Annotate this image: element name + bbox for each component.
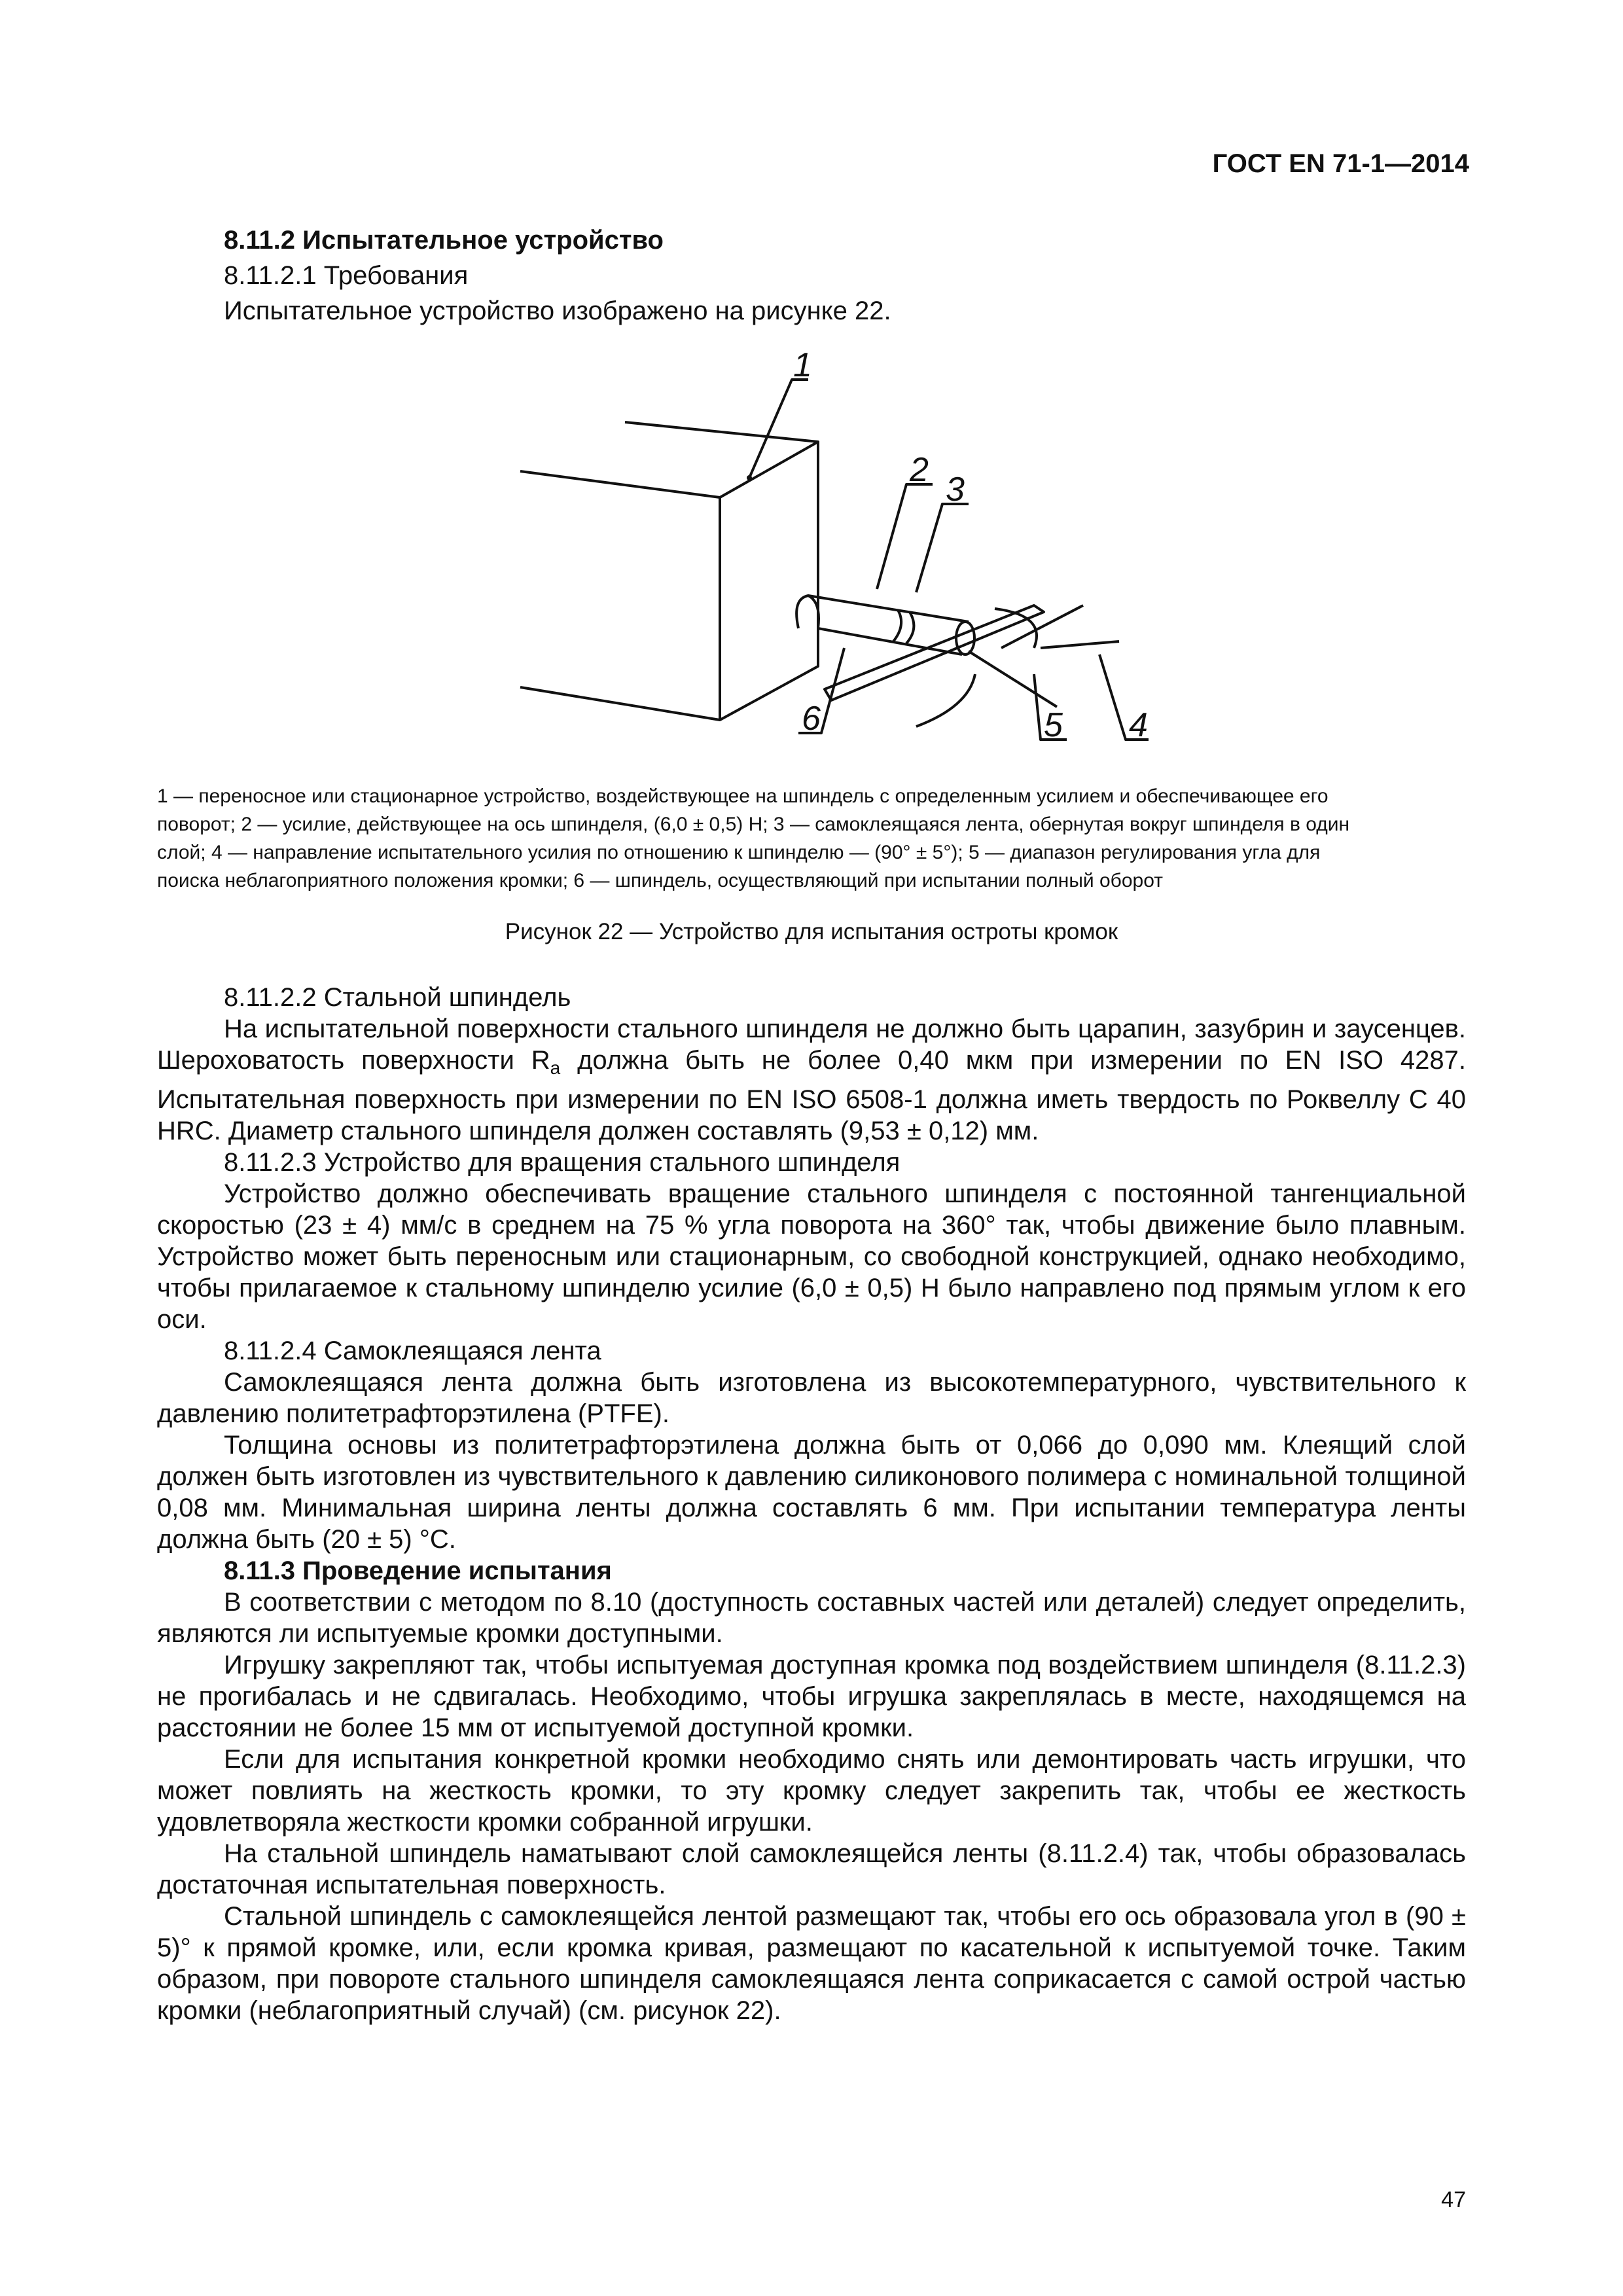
device-box	[520, 422, 818, 497]
paragraph-winding: На стальной шпиндель наматывают слой самоклеящейся ленты (8.11.2.4) так, чтобы образовалась достаточная испытательная поверхность.	[157, 1839, 1466, 1899]
paragraph-rotation-device: Устройство должно обеспечивать вращение стального шпинделя с постоянной тангенциальной скоростью (23 ± 4) мм/с в среднем на 75 % угла поворота на 360° так, чтобы движение было плавным. Устройство может быть переносным или стационарным, со свободной конструкцией, однако необходимо, чтобы прилагаемое к стальному шпинделю усилие (6,0 ± 0,5) Н было направлено под прямым углом к его оси.	[157, 1179, 1466, 1334]
subsection-8-11-2-3-heading: 8.11.2.3 Устройство для вращения стального шпинделя	[224, 1148, 901, 1177]
subsection-8-11-2-2-heading: 8.11.2.2 Стальной шпиндель	[224, 983, 571, 1012]
paragraph-tape: Самоклеящаяся лента должна быть изготовлена из высокотемпературного, чувствительного к давлению политетрафторэтилена (PTFE).	[157, 1368, 1466, 1428]
legend-line-4: поиска неблагоприятного положения кромки; 6 — шпиндель, осуществляющий при испытании полный оборот	[157, 870, 1163, 891]
page-number: 47	[1441, 2187, 1466, 2212]
legend-line-1: 1 — переносное или стационарное устройство, воздействующее на шпиндель с определенным усилием и обеспечивающее его	[157, 785, 1329, 807]
paragraph-disassembly: Если для испытания конкретной кромки необходимо снять или демонтировать часть игрушки, что может повлиять на жесткость кромки, то эту кромку следует закрепить так, чтобы ее жесткость удовлетворяла жесткости кромки собранной игрушки.	[157, 1745, 1466, 1837]
figure-label-5: 5	[1044, 706, 1063, 744]
paragraph-fixing: Игрушку закрепляют так, чтобы испытуемая доступная кромка под воздействием шпинделя (8.11.2.3) не прогибалась и не сдвигалась. Необходимо, чтобы игрушка закреплялась в месте, находящемся на расстоянии не более 15 мм от испытуемой доступной кромки.	[157, 1651, 1466, 1742]
paragraph-steel-spindle: На испытательной поверхности стального шпинделя не должно быть царапин, зазубрин и заусенцев. Шероховатость поверхности $R_a$ должна быть не более 0,40 мкм при измерении по EN ISO 4287. Испытательная поверхность при измерении по EN ISO 6508-1 должна иметь твердость по Роквеллу С 40 HRC. Диаметр стального шпинделя должен составлять (9,53 ± 0,12) мм.	[157, 1014, 1466, 1145]
figure-label-4: 4	[1129, 706, 1148, 744]
figure-legend	[157, 782, 1466, 895]
section-8-11-3-heading: 8.11.3 Проведение испытания	[224, 1556, 612, 1585]
paragraph-tape-thickness: Толщина основы из политетрафторэтилена должна быть от 0,066 до 0,090 мм. Клеящий слой должен быть изготовлен из чувствительного к давлению силиконового полимера с номинальной толщиной 0,08 мм. Минимальная ширина ленты должна составлять 6 мм. При испытании температура ленты должна быть (20 ± 5) °С.	[157, 1431, 1466, 1554]
figure-label-1: 1	[793, 346, 812, 384]
legend-line-3: слой; 4 — направление испытательного усилия по отношению к шпинделю — (90° ± 5°); 5 — диапазон регулирования угла для	[157, 842, 1321, 863]
figure-label-3: 3	[946, 471, 965, 509]
paragraph-placement: Стальной шпиндель с самоклеящейся лентой размещают так, чтобы его ось образовала угол в (90 ± 5)° к прямой кромке, или, если кромка кривая, размещают по касательной к испытуемой точке. Таким образом, при повороте стального шпинделя самоклеящаяся лента соприкасается с самой острой частью кромки (неблагоприятный случай) (см. рисунок 22).	[157, 1902, 1466, 2025]
paragraph-method: В соответствии с методом по 8.10 (доступность составных частей или деталей) следует определить, являются ли испытуемые кромки доступными.	[157, 1588, 1466, 1648]
figure-caption: Рисунок 22 — Устройство для испытания остроты кромок	[505, 919, 1118, 944]
spindle	[796, 596, 969, 655]
figure-label-2: 2	[910, 451, 929, 489]
figure-label-6: 6	[802, 700, 821, 738]
section-intro: Испытательное устройство изображено на рисунке 22.	[224, 296, 891, 325]
legend-line-2: поворот; 2 — усилие, действующее на ось шпинделя, (6,0 ± 0,5) Н; 3 — самоклеящаяся лента, обернутая вокруг шпинделя в один	[157, 814, 1350, 835]
section-title: 8.11.2 Испытательное устройство	[224, 226, 664, 255]
figure-22-diagram	[510, 340, 1148, 759]
subsection-8-11-2-4-heading: 8.11.2.4 Самоклеящаяся лента	[224, 1336, 601, 1365]
subsection-title: 8.11.2.1 Требования	[224, 261, 469, 290]
tape	[825, 605, 1044, 700]
body-text	[157, 982, 1466, 2026]
document-code: ГОСТ EN 71-1—2014	[1212, 149, 1469, 178]
